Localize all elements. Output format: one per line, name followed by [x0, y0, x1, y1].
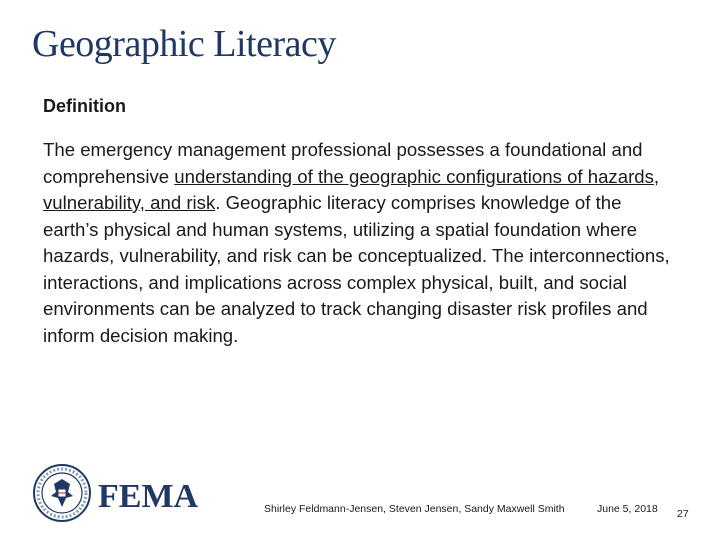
footer-date: June 5, 2018 — [597, 503, 658, 515]
definition-paragraph — [43, 137, 678, 349]
fema-logo — [32, 462, 222, 524]
slide-title: Geographic Literacy — [32, 23, 336, 65]
definition-text-part2: . Geographic literacy comprises knowledge of the earth’s physical and human systems, utilizing a spatial foundation where hazards, vulnerability, and risk can be conceptualized. The interconnections, interactions, and implications across complex physical, built, and social environments can be analyzed to track changing disaster risk profiles and inform decision making. — [43, 192, 670, 346]
definition-underlined-text: understanding of the geographic configurations of hazards, vulnerability, and risk — [43, 165, 660, 213]
page-number: 27 — [677, 508, 689, 520]
definition-heading: Definition — [43, 96, 126, 116]
footer-authors: Shirley Feldmann-Jensen, Steven Jensen, Sandy Maxwell Smith — [264, 503, 565, 515]
definition-text-part1: The emergency management professional possesses a foundational and comprehensive — [43, 139, 643, 187]
fema-wordmark: FEMA — [98, 478, 199, 515]
dhs-seal-icon — [34, 465, 90, 521]
